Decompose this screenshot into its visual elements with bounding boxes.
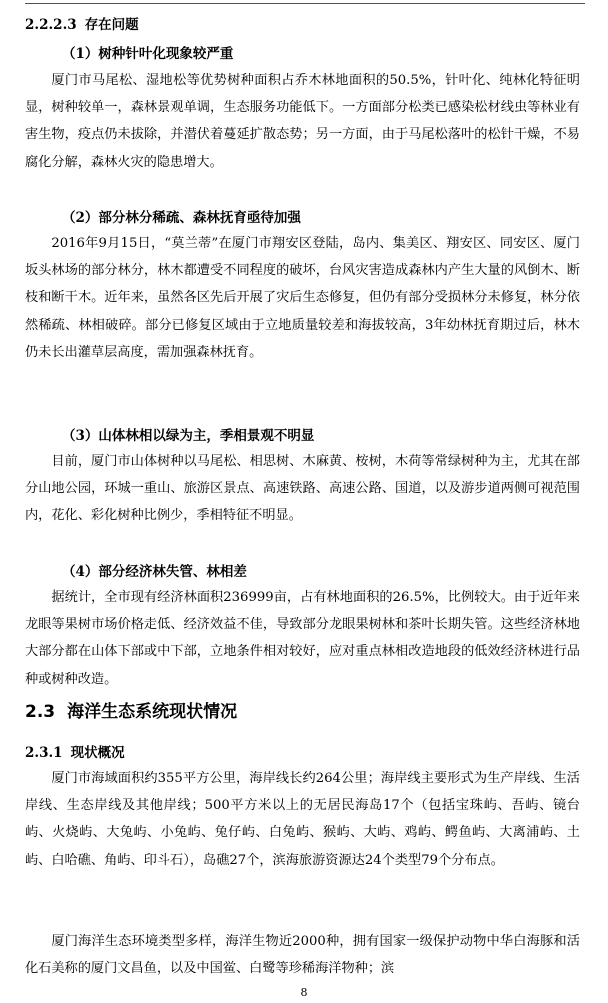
section-title: 现状概况 (70, 745, 125, 761)
overview-paragraph-2: 厦门海洋生态环境类型多样，海洋生物近2000种，拥有国家一级保护动物中华白海豚和活化石美称的厦门文昌鱼，以及中国鲎、白鹭等珍稀海洋物种；滨 (25, 934, 580, 977)
issue-1-paragraph: 厦门市马尾松、湿地松等优势树种面积占乔木林地面积的50.5%，针叶化、纯林化特征明显，树种较单一，森林景观单调，生态服务功能低下。一方面部分松类已感染松材线虫等林业有害生物，疫点仍未拔除，并潜伏着蔓延扩散态势；另一方面，由于马尾松落叶的松针干燥，不易腐化分解，森林火灾的隐患增大。 (25, 73, 580, 170)
issue-2-paragraph: 2016年9月15日，“莫兰蒂”在厦门市翔安区登陆，岛内、集美区、翔安区、同安区、厦门坂头林场的部分林分，林木都遭受不同程度的破坏，台风灾害造成森林内产生大量的风倒木、断枝和断干木。近年来，虽然各区先后开展了灾后生态修复，但仍有部分受损林分未修复，林分依然稀疏、林相破碎。部分已修复区域由于立地质量较差和海拔较高，3年幼林抚育期过后，林木仍未长出灌草层高度，需加强森林抚育。 (25, 236, 580, 360)
issue-3-heading: （3）山体林相以绿为主，季相景观不明显 (62, 428, 315, 444)
issue-4-heading: （4）部分经济林失管、林相差 (62, 564, 247, 580)
page-number: 8 (300, 986, 308, 999)
section-number: 2.2.2.3 (25, 17, 77, 33)
section-heading-2-3 (25, 697, 237, 722)
header-rule (25, 3, 585, 4)
section-title: 海洋生态系统现状情况 (67, 702, 238, 722)
issue-2-heading: （2）部分林分稀疏、森林抚育亟待加强 (62, 210, 301, 226)
section-number: 2.3.1 (25, 745, 63, 761)
section-heading-2-2-2-3 (25, 13, 139, 33)
overview-paragraph-1: 厦门市海域面积约355平方公里，海岸线长约264公里；海岸线主要形式为生产岸线、生活岸线、生态岸线及其他岸线；500平方米以上的无居民海岛17个（包括宝珠屿、吾屿、镜台屿、火烧屿、大兔屿、小兔屿、兔仔屿、白兔屿、猴屿、大屿、鸡屿、鳄鱼屿、大离浦屿、土屿、白哈礁、角屿、印斗石），岛礁27个，滨海旅游资源达24个类型79个分布点。 (25, 771, 580, 868)
issue-1-heading: （1）树种针叶化现象较严重 (62, 46, 234, 62)
section-title: 存在问题 (84, 17, 139, 33)
issue-4-paragraph: 据统计，全市现有经济林面积236999亩，占有林地面积的26.5%，比例较大。由于近年来龙眼等果树市场价格走低、经济效益不佳，导致部分龙眼果树林和茶叶长期失管。这些经济林地大部分都在山体下部或中下部，立地条件相对较好，应对重点林相改造地段的低效经济林进行品种或树种改造。 (25, 590, 580, 687)
issue-3-paragraph: 目前，厦门市山体树种以马尾松、相思树、木麻黄、桉树，木荷等常绿树种为主，尤其在部分山地公园，环城一重山、旅游区景点、高速铁路、高速公路、国道，以及游步道两侧可视范围内，花化、彩化树种比例少，季相特征不明显。 (25, 454, 580, 524)
section-heading-2-3-1 (25, 741, 125, 761)
section-number: 2.3 (25, 702, 56, 722)
